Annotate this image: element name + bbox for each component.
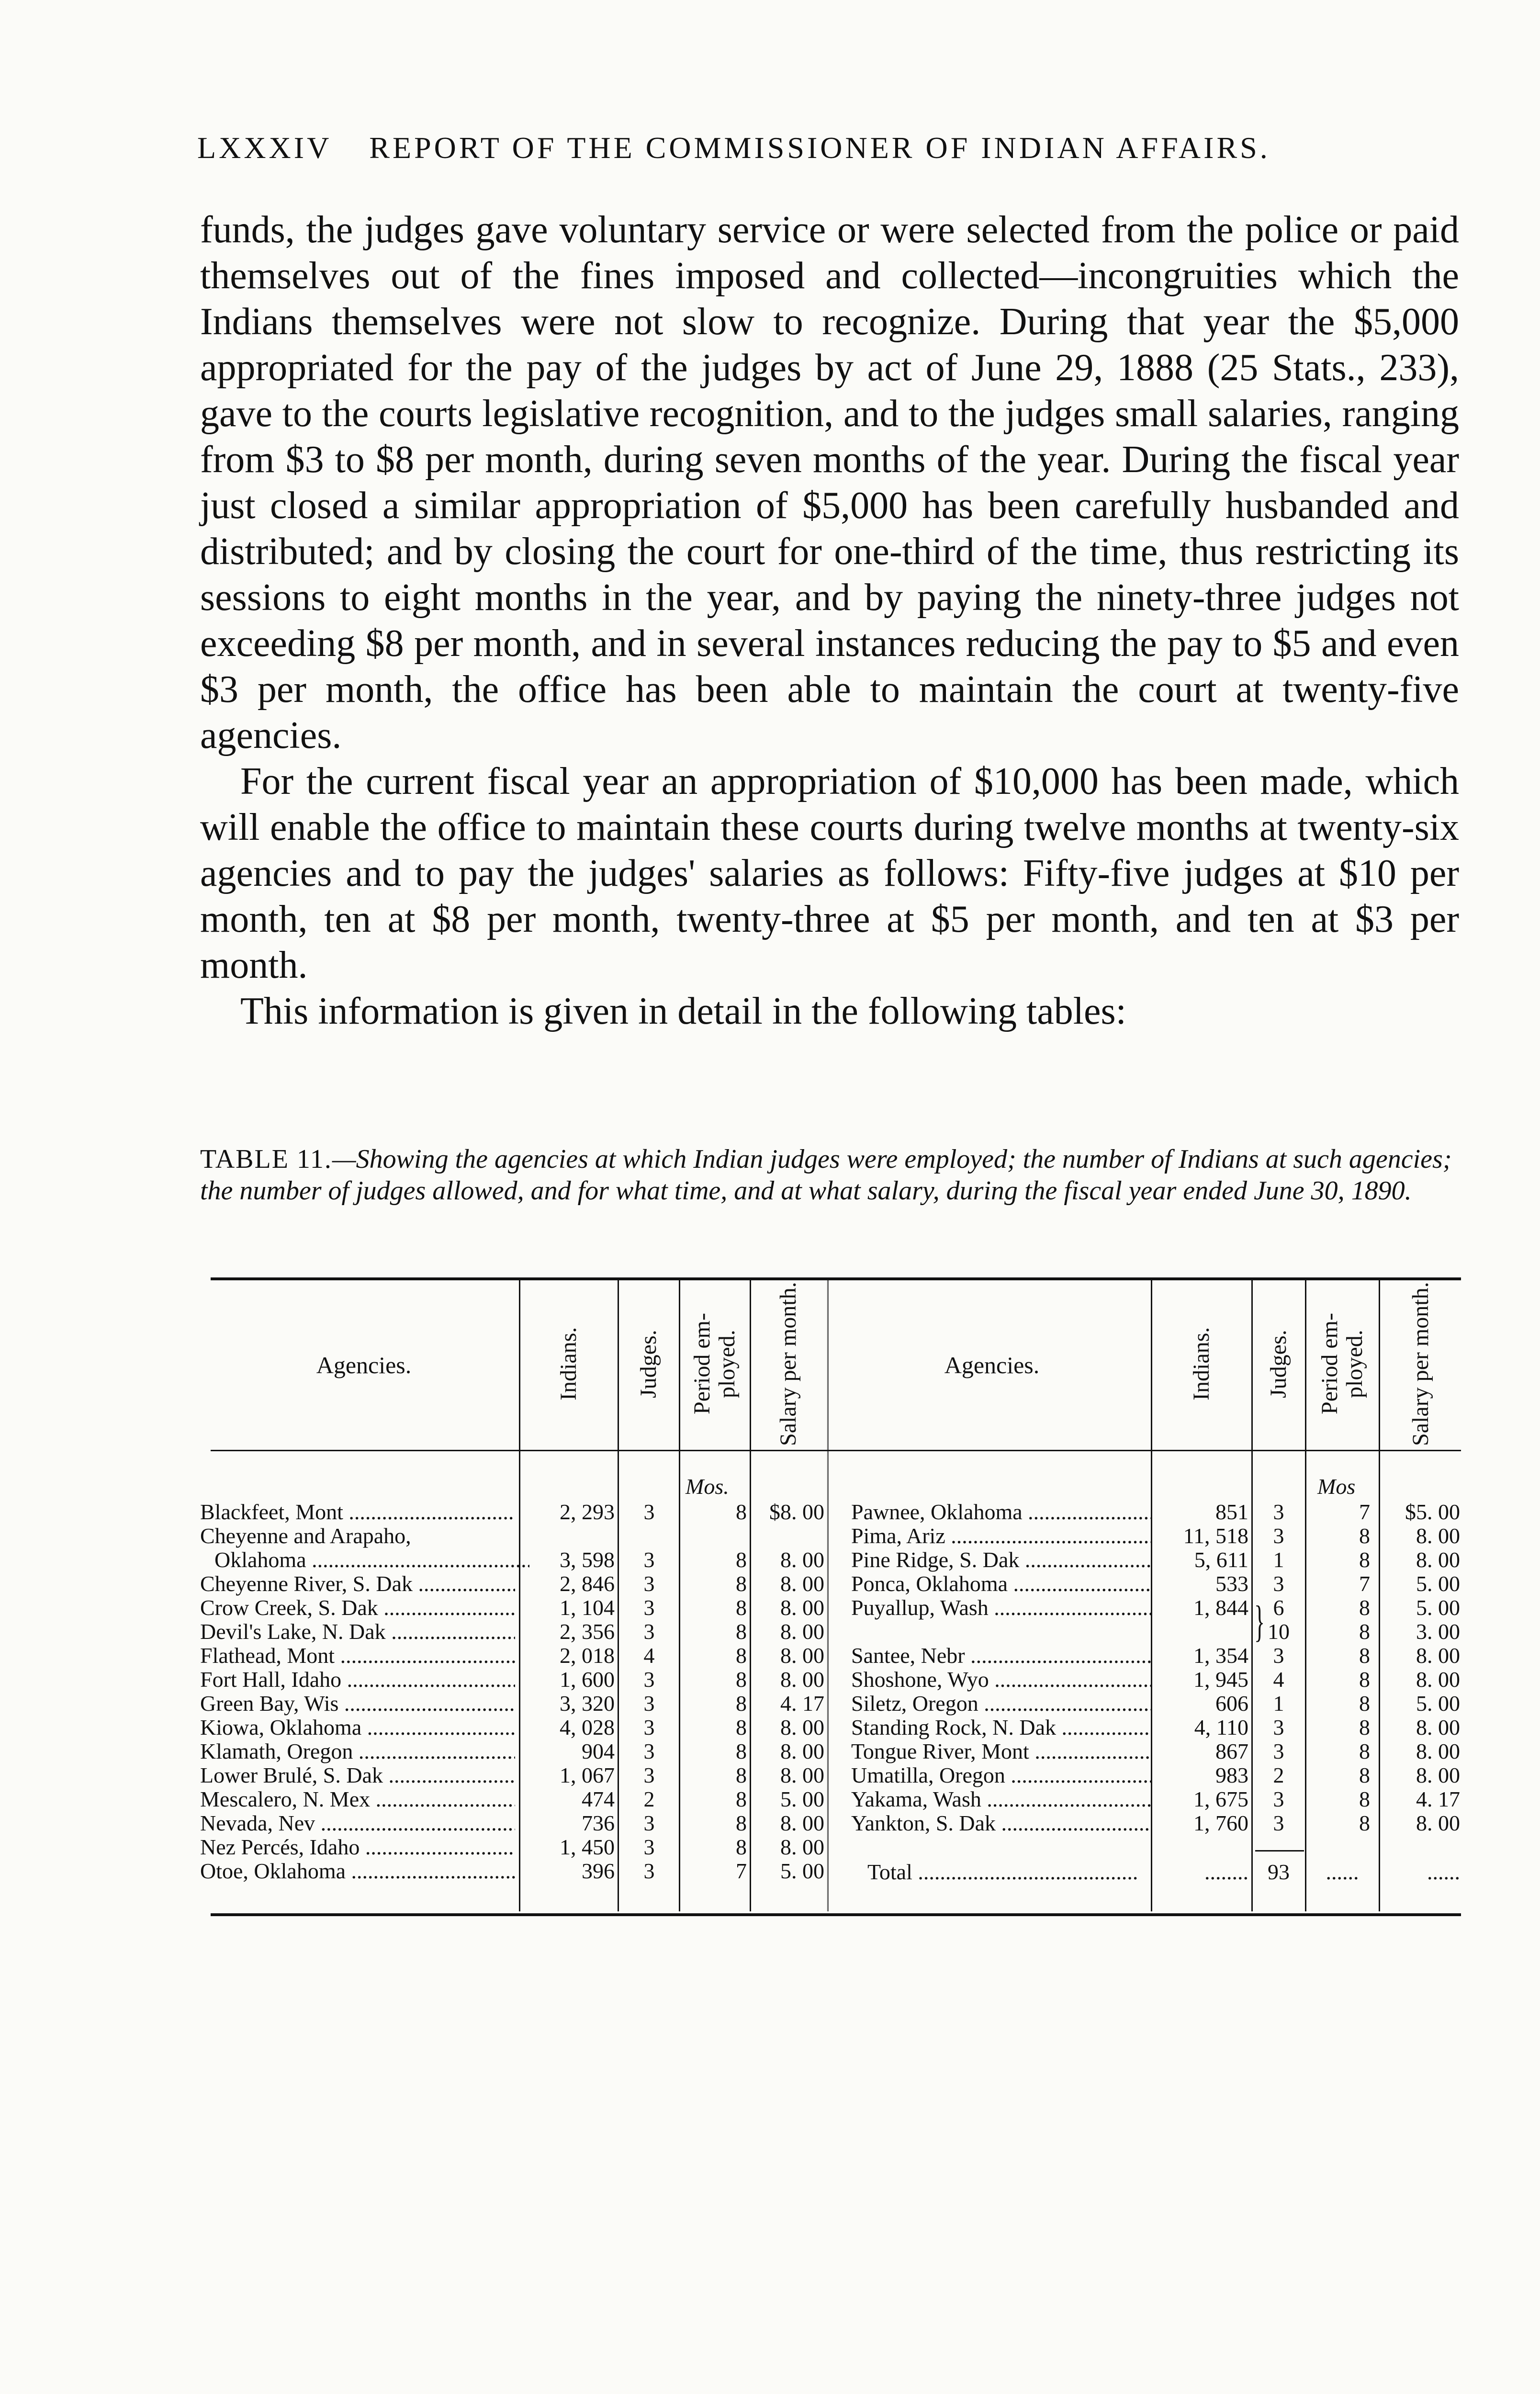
cell-salary: 4. 17 xyxy=(780,1691,824,1716)
cell-salary: 8. 00 xyxy=(780,1571,824,1596)
table-row xyxy=(834,1595,1461,1620)
cell-judges: 3 xyxy=(643,1619,655,1644)
cell-indians: 4, 110 xyxy=(1194,1715,1248,1739)
cell-agency: Umatilla, Oregon ..... xyxy=(851,1763,1152,1788)
cell-period: 8 xyxy=(1359,1739,1370,1763)
cell-indians: 1, 600 xyxy=(560,1667,615,1692)
cell-judges: 3 xyxy=(1273,1811,1284,1835)
cell-period: 8 xyxy=(1359,1643,1370,1668)
table-row xyxy=(834,1763,1461,1788)
cell-agency: Kiowa, Oklahoma ..... xyxy=(200,1715,515,1740)
total-judges: 93 xyxy=(1268,1860,1290,1884)
cell-agency: Blackfeet, Mont ..... xyxy=(200,1500,515,1524)
cell-agency: Devil's Lake, N. Dak ..... xyxy=(200,1619,515,1644)
table-row xyxy=(834,1643,1461,1668)
cell-salary: 8. 00 xyxy=(1416,1739,1460,1763)
cell-agency: Cheyenne and Arapaho, xyxy=(200,1524,411,1548)
table-row xyxy=(200,1835,827,1860)
cell-indians: 11, 518 xyxy=(1183,1524,1248,1548)
table-row xyxy=(200,1811,827,1836)
paragraph-2: For the current fiscal year an appropriation of $10,000 has been made, which will enable the office to maintain these courts during twelve months at twenty-six agencies and to pay the judges' salaries as follows: Fifty-five judges at $10 per month, ten at $8 per month, twenty-three at $5 per month, and ten at $3 per month. xyxy=(200,760,1459,986)
cell-judges: 3 xyxy=(643,1835,655,1859)
cell-indians: 867 xyxy=(1215,1739,1248,1763)
cell-indians: 851 xyxy=(1215,1500,1248,1524)
cell-judges: 3 xyxy=(643,1715,655,1739)
cell-judges: 3 xyxy=(1273,1571,1284,1596)
cell-indians: 1, 104 xyxy=(560,1595,615,1620)
total-row xyxy=(834,1860,1461,1885)
cell-salary: 8. 00 xyxy=(780,1595,824,1620)
cell-salary: 8. 00 xyxy=(780,1763,824,1787)
cell-indians: 3, 598 xyxy=(560,1547,615,1572)
table-row xyxy=(834,1787,1461,1812)
table-header-rule xyxy=(211,1450,1461,1451)
cell-agency: Nez Percés, Idaho ..... xyxy=(200,1835,515,1860)
cell-period: 8 xyxy=(736,1691,747,1716)
paragraph-3: This information is given in detail in the following tables: xyxy=(240,990,1126,1032)
cell-agency: Mescalero, N. Mex ..... xyxy=(200,1787,515,1812)
cell-salary: 8. 00 xyxy=(1416,1715,1460,1739)
brace-icon: } xyxy=(1254,1597,1265,1646)
table-row xyxy=(834,1547,1461,1572)
cell-indians: 4, 028 xyxy=(560,1715,615,1739)
cell-indians: 474 xyxy=(582,1787,615,1811)
cell-period: 7 xyxy=(1359,1500,1370,1524)
table-row xyxy=(200,1715,827,1740)
table-row xyxy=(200,1739,827,1764)
cell-salary: 8. 00 xyxy=(780,1667,824,1692)
cell-judges: 3 xyxy=(643,1859,655,1883)
cell-period: 8 xyxy=(736,1787,747,1811)
cell-judges: 2 xyxy=(643,1787,655,1811)
total-indians: ........ xyxy=(1204,1860,1248,1884)
total-label: Total ..... xyxy=(867,1860,1150,1885)
cell-judges: 10 xyxy=(1268,1619,1290,1644)
total-salary: ...... xyxy=(1427,1860,1460,1884)
cell-period: 8 xyxy=(736,1595,747,1620)
cell-indians: 3, 320 xyxy=(560,1691,615,1716)
cell-judges: 3 xyxy=(1273,1787,1284,1811)
running-title: REPORT OF THE COMMISSIONER OF INDIAN AFFAIRS. xyxy=(369,131,1270,165)
cell-judges: 3 xyxy=(643,1667,655,1692)
cell-agency: Lower Brulé, S. Dak ..... xyxy=(200,1763,515,1788)
cell-salary: 8. 00 xyxy=(1416,1524,1460,1548)
cell-salary: 8. 00 xyxy=(780,1835,824,1859)
table-bottom-rule xyxy=(211,1913,1461,1916)
cell-period: 8 xyxy=(1359,1787,1370,1811)
cell-judges: 3 xyxy=(643,1811,655,1835)
cell-salary: 5. 00 xyxy=(780,1859,824,1883)
cell-indians: 1, 354 xyxy=(1193,1643,1248,1668)
header-agencies: Agencies. xyxy=(316,1352,412,1378)
header-indians: Indians. xyxy=(556,1327,581,1401)
cell-agency: Ponca, Oklahoma ..... xyxy=(851,1571,1152,1596)
cell-indians: 2, 846 xyxy=(560,1571,615,1596)
cell-judges: 3 xyxy=(643,1691,655,1716)
cell-judges: 3 xyxy=(643,1739,655,1763)
cell-salary: 3. 00 xyxy=(1416,1619,1460,1644)
cell-period: 8 xyxy=(736,1739,747,1763)
table-row xyxy=(834,1691,1461,1716)
table-row xyxy=(834,1571,1461,1596)
cell-period: 8 xyxy=(1359,1667,1370,1692)
cell-agency: Pawnee, Oklahoma ..... xyxy=(851,1500,1152,1524)
running-head xyxy=(197,130,1404,166)
table-row xyxy=(200,1859,827,1884)
cell-period: 7 xyxy=(736,1859,747,1883)
cell-salary: 8. 00 xyxy=(1416,1811,1460,1835)
cell-salary: 5. 00 xyxy=(1416,1595,1460,1620)
cell-agency: Shoshone, Wyo ..... xyxy=(851,1667,1152,1692)
cell-period: 8 xyxy=(1359,1547,1370,1572)
cell-period: 8 xyxy=(1359,1595,1370,1620)
cell-period: 8 xyxy=(736,1715,747,1739)
cell-indians: 1, 067 xyxy=(560,1763,615,1787)
table-label: TABLE 11. xyxy=(200,1144,332,1174)
paragraph-1: funds, the judges gave voluntary service or were selected from the police or paid themselves out of the fines imposed and collected—incongruities which the Indians themselves were not slow to recognize. During that year the $5,000 appropriated for the pay of the judges by act of June 29, 1888 (25 Stats., 233), gave to the courts legislative recognition, and to the judges small salaries, ranging from $3 to $8 per month, during seven months of the year. During the fiscal year just closed a similar appropriation of $5,000 has been carefully husbanded and distributed; and by closing the court for one-third of the time, thus restricting its sessions to eight months in the year, and by paying the ninety-three judges not exceeding $8 per month, and in several instances reducing the pay to $5 and even $3 per month, the office has been able to maintain the court at twenty-five agencies. xyxy=(200,209,1459,757)
cell-judges: 1 xyxy=(1273,1691,1284,1716)
cell-indians: 2, 356 xyxy=(560,1619,615,1644)
header-judges: Judges. xyxy=(1266,1330,1291,1398)
table-row xyxy=(200,1619,827,1644)
cell-indians: 1, 945 xyxy=(1193,1667,1248,1692)
cell-agency: Cheyenne River, S. Dak ..... xyxy=(200,1571,515,1596)
cell-agency: Puyallup, Wash ..... xyxy=(851,1595,1152,1620)
cell-agency: Standing Rock, N. Dak ..... xyxy=(851,1715,1152,1740)
cell-agency: Tongue River, Mont ..... xyxy=(851,1739,1152,1764)
cell-salary: 4. 17 xyxy=(1416,1787,1460,1811)
cell-period: 8 xyxy=(736,1571,747,1596)
cell-period: 8 xyxy=(1359,1619,1370,1644)
cell-salary: 8. 00 xyxy=(1416,1763,1460,1787)
table-caption xyxy=(200,1143,1459,1207)
cell-indians: 1, 675 xyxy=(1193,1787,1248,1811)
table-row xyxy=(200,1643,827,1668)
cell-salary: 8. 00 xyxy=(780,1619,824,1644)
header-salary: Salary per month. xyxy=(776,1282,801,1446)
table-row xyxy=(200,1667,827,1692)
header-period: Period em- ployed. xyxy=(1317,1313,1367,1415)
table-top-rule xyxy=(211,1277,1461,1280)
cell-indians: 5, 611 xyxy=(1194,1547,1248,1572)
cell-judges: 3 xyxy=(1273,1524,1284,1548)
cell-judges: 4 xyxy=(1273,1667,1284,1692)
cell-indians: 1, 760 xyxy=(1193,1811,1248,1835)
cell-indians: 1, 844 xyxy=(1193,1595,1248,1620)
cell-salary: 8. 00 xyxy=(1416,1547,1460,1572)
table-row xyxy=(200,1547,827,1572)
cell-indians: 983 xyxy=(1215,1763,1248,1787)
cell-judges: 3 xyxy=(1273,1643,1284,1668)
cell-indians: 2, 018 xyxy=(560,1643,615,1668)
cell-period: 8 xyxy=(736,1643,747,1668)
cell-period: 8 xyxy=(736,1500,747,1524)
cell-judges: 3 xyxy=(1273,1500,1284,1524)
cell-judges: 3 xyxy=(643,1500,655,1524)
cell-period: 8 xyxy=(1359,1691,1370,1716)
cell-period: 8 xyxy=(736,1835,747,1859)
cell-salary: 8. 00 xyxy=(780,1547,824,1572)
header-judges: Judges. xyxy=(636,1330,661,1398)
cell-salary: 5. 00 xyxy=(780,1787,824,1811)
cell-period: 8 xyxy=(736,1667,747,1692)
cell-salary: $5. 00 xyxy=(1405,1500,1460,1524)
cell-judges: 4 xyxy=(643,1643,655,1668)
table-row xyxy=(200,1571,827,1596)
cell-agency: Flathead, Mont ..... xyxy=(200,1643,515,1668)
cell-indians: 606 xyxy=(1215,1691,1248,1716)
table-row xyxy=(200,1595,827,1620)
cell-judges: 3 xyxy=(643,1595,655,1620)
cell-agency: Crow Creek, S. Dak ..... xyxy=(200,1595,515,1620)
cell-agency: Nevada, Nev ..... xyxy=(200,1811,515,1836)
column-divider-double xyxy=(827,1279,833,1911)
units-months: Mos. xyxy=(686,1474,729,1499)
cell-judges: 3 xyxy=(1273,1715,1284,1739)
cell-judges: 3 xyxy=(643,1571,655,1596)
total-rule xyxy=(1255,1850,1304,1852)
table-row xyxy=(834,1811,1461,1836)
cell-salary: 8. 00 xyxy=(780,1715,824,1739)
cell-salary: 8. 00 xyxy=(780,1811,824,1835)
cell-agency: Pine Ridge, S. Dak ..... xyxy=(851,1547,1152,1572)
cell-salary: 5. 00 xyxy=(1416,1571,1460,1596)
body-text xyxy=(200,207,1459,1034)
table-row xyxy=(834,1715,1461,1740)
table-caption-text: —Showing the agencies at which Indian judges were employed; the number of Indians at such agencies; the number of judges allowed, and for what time, and at what salary, during the fiscal year ended June 30, 1890. xyxy=(200,1144,1452,1206)
cell-period: 8 xyxy=(736,1811,747,1835)
cell-judges: 1 xyxy=(1273,1547,1284,1572)
units-months: Mos xyxy=(1317,1474,1356,1499)
table-row xyxy=(200,1524,827,1548)
cell-agency: Santee, Nebr ..... xyxy=(851,1643,1152,1668)
cell-agency: Klamath, Oregon ..... xyxy=(200,1739,515,1764)
table-row xyxy=(834,1500,1461,1524)
table-row xyxy=(834,1524,1461,1548)
cell-indians: 736 xyxy=(582,1811,615,1835)
table-row xyxy=(200,1691,827,1716)
table-row xyxy=(200,1787,827,1812)
header-agencies: Agencies. xyxy=(944,1352,1040,1378)
total-period: ...... xyxy=(1326,1860,1359,1884)
cell-agency: Oklahoma ..... xyxy=(200,1547,529,1572)
cell-period: 8 xyxy=(1359,1524,1370,1548)
cell-judges: 3 xyxy=(643,1763,655,1787)
header-salary: Salary per month. xyxy=(1408,1282,1433,1446)
cell-period: 7 xyxy=(1359,1571,1370,1596)
header-indians: Indians. xyxy=(1189,1327,1214,1401)
cell-agency: Fort Hall, Idaho ..... xyxy=(200,1667,515,1692)
cell-period: 8 xyxy=(1359,1715,1370,1739)
cell-judges: 3 xyxy=(643,1547,655,1572)
cell-salary: 8. 00 xyxy=(1416,1643,1460,1668)
cell-indians: 1, 450 xyxy=(560,1835,615,1859)
cell-agency: Yakama, Wash ..... xyxy=(851,1787,1152,1812)
cell-period: 8 xyxy=(1359,1763,1370,1787)
header-period: Period em- ployed. xyxy=(689,1313,740,1415)
table-row xyxy=(834,1667,1461,1692)
cell-salary: 5. 00 xyxy=(1416,1691,1460,1716)
cell-indians: 396 xyxy=(582,1859,615,1883)
table-row xyxy=(200,1763,827,1788)
cell-judges: 2 xyxy=(1273,1763,1284,1787)
cell-period: 8 xyxy=(736,1619,747,1644)
cell-period: 8 xyxy=(1359,1811,1370,1835)
table-row xyxy=(834,1619,1461,1644)
cell-agency: Yankton, S. Dak ..... xyxy=(851,1811,1152,1836)
cell-salary: 8. 00 xyxy=(780,1643,824,1668)
cell-salary: $8. 00 xyxy=(769,1500,824,1524)
cell-indians: 2, 293 xyxy=(560,1500,615,1524)
cell-indians: 533 xyxy=(1215,1571,1248,1596)
cell-period: 8 xyxy=(736,1547,747,1572)
cell-agency: Otoe, Oklahoma ..... xyxy=(200,1859,515,1884)
cell-judges: 3 xyxy=(1273,1739,1284,1763)
cell-indians: 904 xyxy=(582,1739,615,1763)
table-row xyxy=(200,1500,827,1524)
cell-salary: 8. 00 xyxy=(780,1739,824,1763)
cell-period: 8 xyxy=(736,1763,747,1787)
cell-agency: Green Bay, Wis ..... xyxy=(200,1691,515,1716)
page-folio: LXXXIV xyxy=(197,131,332,165)
cell-salary: 8. 00 xyxy=(1416,1667,1460,1692)
table-row xyxy=(834,1739,1461,1764)
cell-agency: Siletz, Oregon ..... xyxy=(851,1691,1152,1716)
cell-judges: 6 xyxy=(1273,1595,1284,1620)
cell-agency: Pima, Ariz ..... xyxy=(851,1524,1152,1548)
